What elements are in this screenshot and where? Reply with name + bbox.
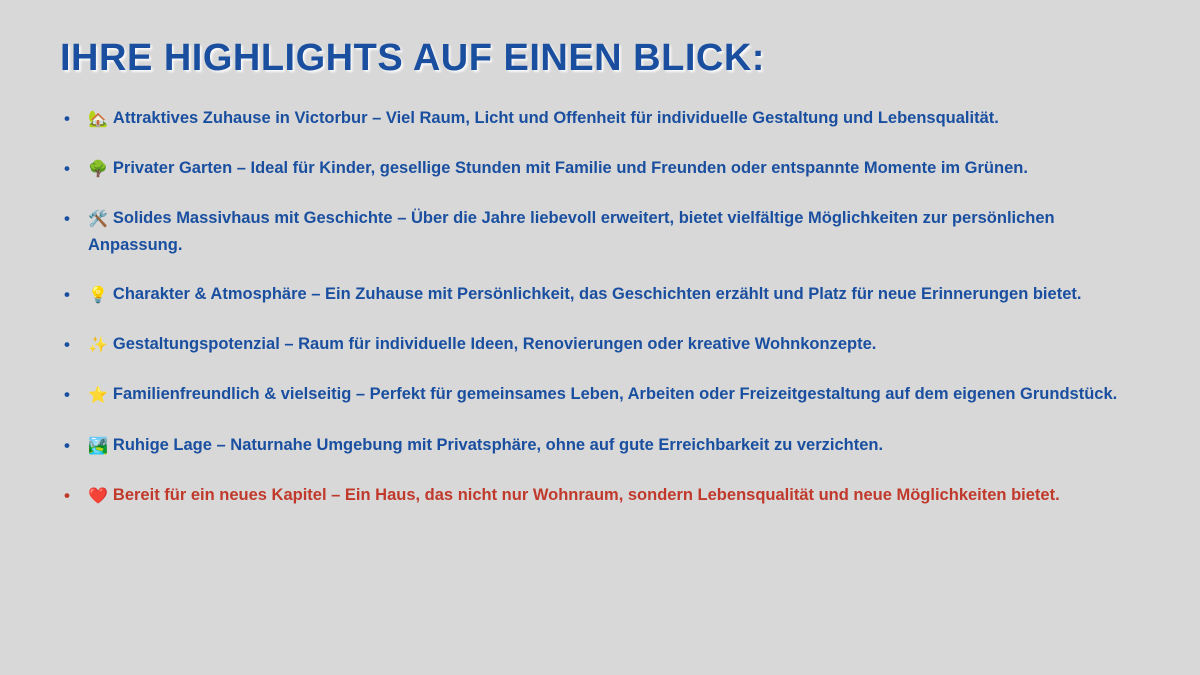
hammer-and-wrench-emoji: 🛠️ (88, 211, 108, 229)
list-item-text: Privater Garten – Ideal für Kinder, gesellige Stunden mit Familie und Freunden oder entspannte Momente im Grünen. (112, 159, 1028, 178)
red-heart-emoji: ❤️ (88, 488, 108, 506)
list-item (60, 282, 1140, 308)
national-park-emoji: 🏞️ (88, 437, 108, 455)
list-item (60, 433, 1140, 459)
highlights-list (60, 106, 1140, 510)
deciduous-tree-emoji: 🌳 (88, 161, 108, 179)
list-item-text: Familienfreundlich & vielseitig – Perfekt für gemeinsames Leben, Arbeiten oder Freizeitgestaltung auf dem eigenen Grundstück. (112, 385, 1118, 404)
list-item-text: Attraktives Zuhause in Victorbur – Viel Raum, Licht und Offenheit für individuelle Gestaltung und Lebensqualität. (112, 108, 999, 127)
list-item-text: Solides Massivhaus mit Geschichte – Über die Jahre liebevoll erweitert, bietet vielfältige Möglichkeiten zur persönlichen Anpassung. (88, 209, 1055, 254)
list-item (60, 206, 1140, 257)
list-item-text: Bereit für ein neues Kapitel – Ein Haus, das nicht nur Wohnraum, sondern Lebensqualität und neue Möglichkeiten bietet. (112, 486, 1060, 505)
list-item (60, 332, 1140, 358)
light-bulb-emoji: 💡 (88, 286, 108, 304)
list-item-text: Charakter & Atmosphäre – Ein Zuhause mit Persönlichkeit, das Geschichten erzählt und Platz für neue Erinnerungen bietet. (112, 284, 1082, 303)
list-item (60, 156, 1140, 182)
list-item (60, 106, 1140, 132)
list-item (60, 483, 1140, 509)
list-item-text: Gestaltungspotenzial – Raum für individuelle Ideen, Renovierungen oder kreative Wohnkonzepte. (112, 335, 877, 354)
house-with-garden-emoji: 🏡 (88, 110, 108, 128)
list-item-text: Ruhige Lage – Naturnahe Umgebung mit Privatsphäre, ohne auf gute Erreichbarkeit zu verzichten. (112, 435, 884, 454)
list-item (60, 382, 1140, 408)
page-title: IHRE HIGHLIGHTS AUF EINEN BLICK: (60, 37, 765, 79)
sparkles-emoji: ✨ (88, 337, 108, 355)
star-emoji: ⭐ (88, 387, 108, 405)
